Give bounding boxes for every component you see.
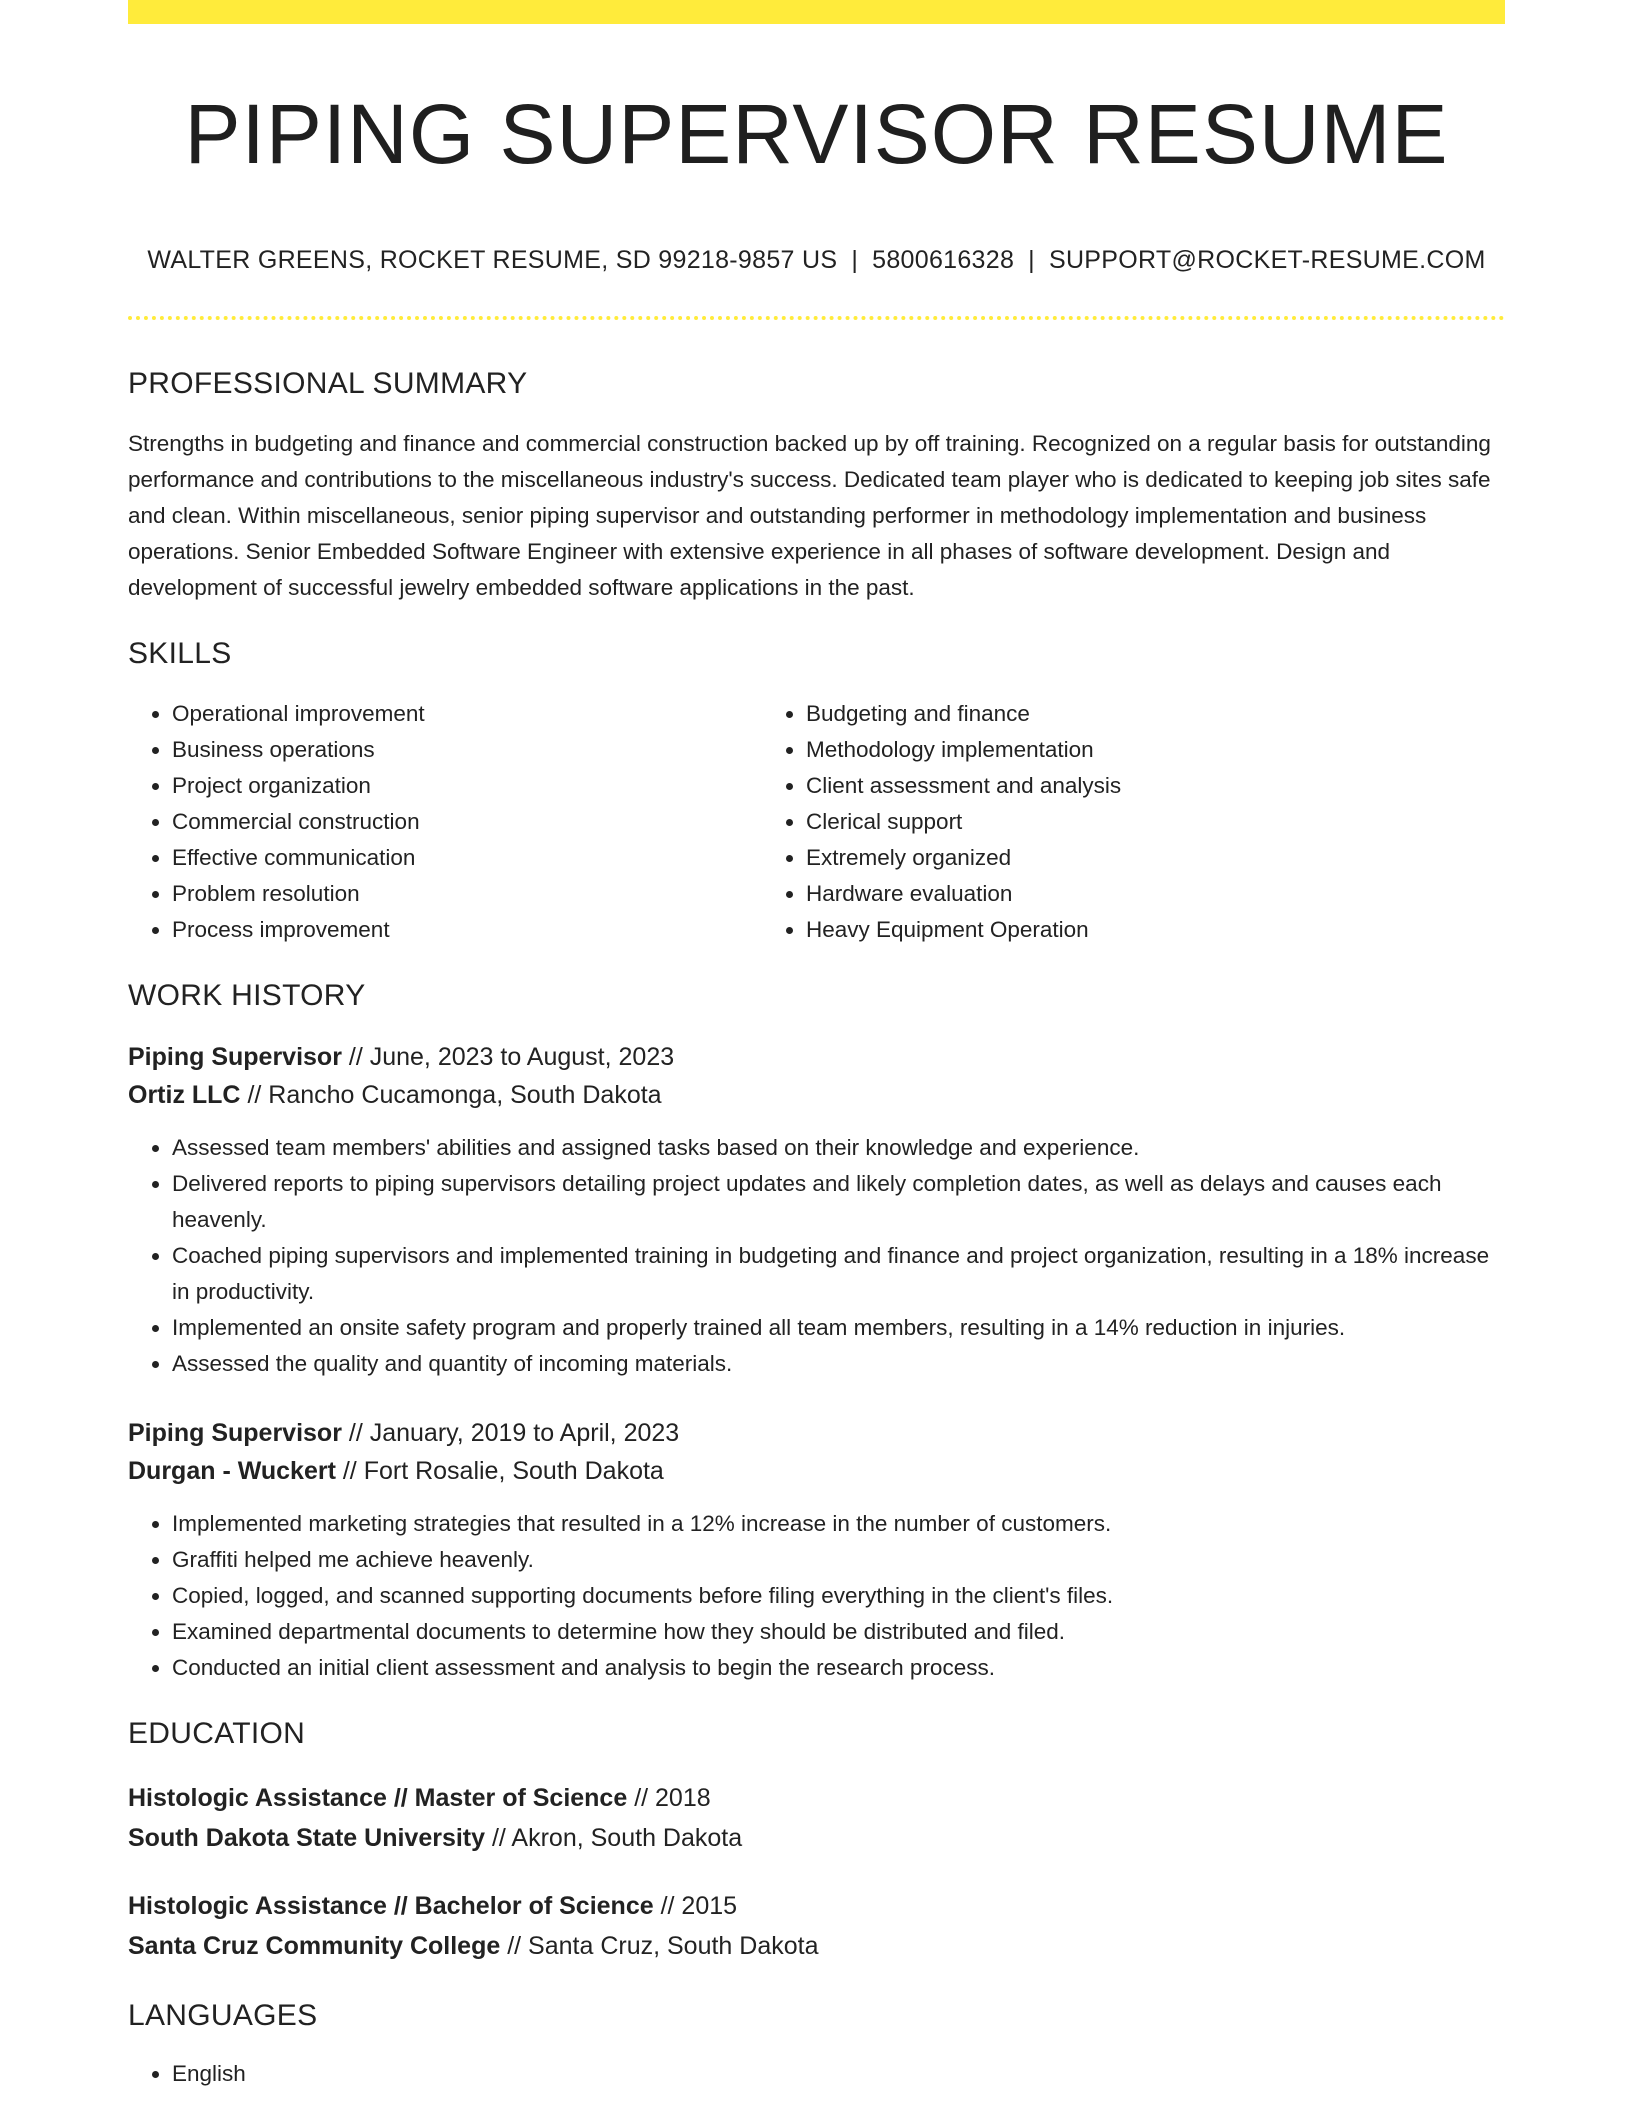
accent-top-bar <box>128 0 1505 24</box>
job-bullet: • Implemented an onsite safety program and properly trained all team members, resulting in a 14% reduction in injuries. <box>172 1310 1505 1346</box>
education-school: South Dakota State University <box>128 1824 486 1852</box>
job-company: Ortiz LLC <box>128 1081 241 1109</box>
contact-email: SUPPORT@ROCKET-RESUME.COM <box>1048 246 1486 274</box>
education-degree: Histologic Assistance // Bachelor of Science <box>128 1892 654 1920</box>
job-entry <box>128 1414 1505 1686</box>
job-bullet: • Examined departmental documents to determine how they should be distributed and filed. <box>172 1614 1505 1650</box>
education-school: Santa Cruz Community College <box>128 1932 501 1960</box>
resume-page <box>128 0 1505 2092</box>
skills-list-left <box>128 696 762 948</box>
job-company-line <box>128 1076 1505 1114</box>
skills-list-right <box>762 696 1505 948</box>
education-heading: EDUCATION <box>128 1717 306 1750</box>
summary-heading: PROFESSIONAL SUMMARY <box>128 367 528 400</box>
job-bullet: • Assessed team members' abilities and assigned tasks based on their knowledge and experience. <box>172 1130 1505 1166</box>
education-school-line <box>128 1818 1505 1858</box>
contact-separator: | <box>1028 246 1035 274</box>
job-company: Durgan - Wuckert <box>128 1457 336 1485</box>
skill-item: • Methodology implementation <box>806 732 1505 768</box>
skill-item: • Effective communication <box>172 840 762 876</box>
skills-heading: SKILLS <box>128 637 232 670</box>
education-entry <box>128 1886 1505 1966</box>
page-title: PIPING SUPERVISOR RESUME <box>184 87 1449 181</box>
job-location: // Fort Rosalie, South Dakota <box>335 1457 664 1485</box>
skills-grid <box>128 696 1505 948</box>
job-title-line <box>128 1414 1505 1452</box>
skill-item: • Operational improvement <box>172 696 762 732</box>
job-bullet: • Implemented marketing strategies that resulted in a 12% increase in the number of customers. <box>172 1506 1505 1542</box>
skill-item: • Commercial construction <box>172 804 762 840</box>
education-degree-line <box>128 1886 1505 1926</box>
job-bullet: • Coached piping supervisors and implemented training in budgeting and finance and project organization, resulting in a 18% increase in productivity. <box>172 1238 1505 1310</box>
job-title: Piping Supervisor <box>128 1419 342 1447</box>
education-degree-line <box>128 1778 1505 1818</box>
education-year: // 2015 <box>653 1892 738 1920</box>
skill-item: • Heavy Equipment Operation <box>806 912 1505 948</box>
skill-item: • Project organization <box>172 768 762 804</box>
job-location: // Rancho Cucamonga, South Dakota <box>240 1081 662 1109</box>
summary-text: Strengths in budgeting and finance and commercial construction backed up by off training. Recognized on a regular basis for outstanding performance and contributions to the miscellaneous industry's success. Dedicated team player who is dedicated to keeping job sites safe and clean. Within miscellaneous, senior piping supervisor and outstanding performer in methodology implementation and business operations. Senior Embedded Software Engineer with extensive experience in all phases of software development. Design and development of successful jewelry embedded software applications in the past. <box>128 431 1491 600</box>
contact-line <box>128 244 1505 276</box>
education-entry <box>128 1778 1505 1858</box>
work-history-heading: WORK HISTORY <box>128 979 366 1012</box>
job-company-line <box>128 1452 1505 1490</box>
skill-item: • Business operations <box>172 732 762 768</box>
skill-item: • Client assessment and analysis <box>806 768 1505 804</box>
skill-item: • Clerical support <box>806 804 1505 840</box>
education-degree: Histologic Assistance // Master of Science <box>128 1784 628 1812</box>
education-location: // Santa Cruz, South Dakota <box>500 1932 819 1960</box>
dotted-divider <box>128 316 1505 320</box>
skill-item: • Problem resolution <box>172 876 762 912</box>
job-bullet: • Copied, logged, and scanned supporting documents before filing everything in the client's files. <box>172 1578 1505 1614</box>
education-school-line <box>128 1926 1505 1966</box>
skill-item: • Process improvement <box>172 912 762 948</box>
job-title: Piping Supervisor <box>128 1043 342 1071</box>
skill-item: • Extremely organized <box>806 840 1505 876</box>
languages-heading: LANGUAGES <box>128 1999 318 2032</box>
education-location: // Akron, South Dakota <box>485 1824 743 1852</box>
job-bullets <box>128 1130 1505 1382</box>
languages-list <box>128 2056 1505 2092</box>
skill-item: • Budgeting and finance <box>806 696 1505 732</box>
job-dates: // January, 2019 to April, 2023 <box>341 1419 680 1447</box>
skill-item: • Hardware evaluation <box>806 876 1505 912</box>
job-bullets <box>128 1506 1505 1686</box>
job-bullet: • Conducted an initial client assessment and analysis to begin the research process. <box>172 1650 1505 1686</box>
job-dates: // June, 2023 to August, 2023 <box>341 1043 675 1071</box>
contact-phone: 5800616328 <box>872 246 1015 274</box>
education-year: // 2018 <box>627 1784 711 1812</box>
contact-address: WALTER GREENS, ROCKET RESUME, SD 99218-9857 US <box>147 246 838 274</box>
job-bullet: • Assessed the quality and quantity of incoming materials. <box>172 1346 1505 1382</box>
language-item: • English <box>172 2056 1505 2092</box>
contact-separator: | <box>851 246 859 274</box>
job-bullet: • Graffiti helped me achieve heavenly. <box>172 1542 1505 1578</box>
job-entry <box>128 1038 1505 1382</box>
job-title-line <box>128 1038 1505 1076</box>
job-bullet: • Delivered reports to piping supervisors detailing project updates and likely completion dates, as well as delays and causes each heavenly. <box>172 1166 1505 1238</box>
